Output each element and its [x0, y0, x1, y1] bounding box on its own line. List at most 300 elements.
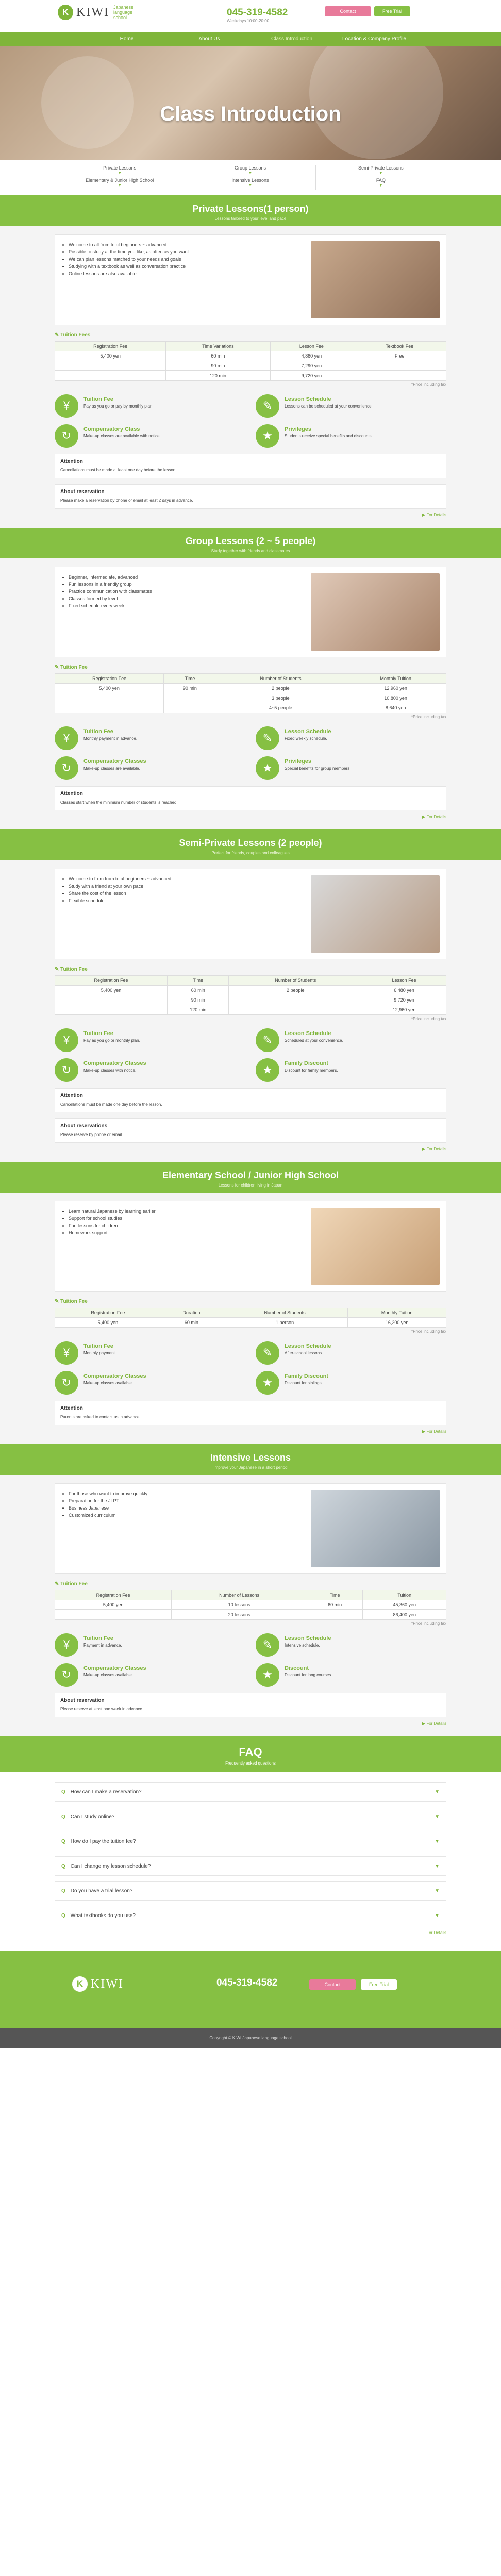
- chevron-right-icon: ▶: [422, 815, 427, 819]
- feature-icon: ✎: [256, 394, 279, 418]
- intro-item: • Fun lessons for children: [69, 1222, 295, 1229]
- section-band: [0, 1162, 501, 1193]
- table-row: [55, 995, 446, 1005]
- tuition-label: [55, 1581, 446, 1587]
- table-header: Time: [164, 674, 216, 684]
- faq-question: How can I make a reservation?: [70, 1789, 142, 1795]
- table-row: [55, 371, 446, 381]
- table-header-row: [55, 1590, 446, 1600]
- attention-text: Parents are asked to contact us in advance.: [60, 1415, 141, 1419]
- table-cell: 1 person: [222, 1318, 347, 1328]
- table-cell: 90 min: [164, 684, 216, 693]
- tuition-label: [55, 967, 446, 972]
- details-link-text: For Details: [426, 1429, 446, 1434]
- reservation-title: About reservation: [60, 489, 105, 495]
- section-intro: [55, 1483, 446, 1574]
- feature-text: Discount for family members.: [285, 1068, 338, 1073]
- feature-grid: [55, 1028, 446, 1082]
- table-row: [55, 986, 446, 995]
- feature-icon: ✎: [256, 1633, 279, 1657]
- tuition-label-text: Tuition Fee: [60, 967, 88, 972]
- attention-box: [55, 454, 446, 478]
- intro-list: [61, 573, 295, 651]
- table-cell: 4~5 people: [216, 703, 345, 713]
- table-cell: [307, 1610, 363, 1620]
- table-cell: 16,200 yen: [348, 1318, 446, 1328]
- reservation-text: Please reserve by phone or email.: [60, 1132, 123, 1137]
- faq-list: [0, 1772, 501, 1940]
- feature-text: Monthly payment in advance.: [84, 736, 138, 741]
- attention-title: Attention: [60, 1093, 83, 1098]
- intro-item: • Customized curriculum: [69, 1512, 295, 1519]
- feature-icon: ★: [256, 1058, 279, 1082]
- table-cell: [164, 693, 216, 703]
- intro-item: • For those who want to improve quickly: [69, 1490, 295, 1497]
- table-header-row: [55, 674, 446, 684]
- table-cell: 60 min: [168, 986, 229, 995]
- table-row: [55, 684, 446, 693]
- intro-item: • Classes formed by level: [69, 595, 295, 602]
- reservation-title: About reservation: [60, 1698, 105, 1703]
- question-mark-icon: Q: [61, 1863, 65, 1869]
- feature-item: [256, 1058, 446, 1082]
- table-header: Registration Fee: [55, 342, 166, 351]
- question-mark-icon: Q: [61, 1814, 65, 1820]
- feature-title: Tuition Fee: [84, 1635, 113, 1641]
- nav-class-introduction[interactable]: Class Introduction: [271, 36, 313, 42]
- table-cell: 5,400 yen: [55, 351, 166, 361]
- table-cell: 5,400 yen: [55, 1318, 161, 1328]
- table-row: [55, 693, 446, 703]
- trial-button[interactable]: Free Trial: [374, 6, 410, 16]
- faq-item[interactable]: [55, 1856, 446, 1876]
- feature-item: [55, 1633, 245, 1657]
- feature-item: [256, 1663, 446, 1687]
- footer-trial-button[interactable]: Free Trial: [361, 1979, 397, 1990]
- pencil-icon: ✎: [55, 967, 61, 972]
- feature-text: Make-up classes are available.: [84, 766, 140, 771]
- attention-text: Cancellations must be made one day before the lesson.: [60, 1102, 162, 1107]
- table-header: Time Variations: [166, 342, 270, 351]
- feature-title: Tuition Fee: [84, 1030, 113, 1037]
- details-link[interactable]: [55, 1721, 446, 1726]
- chevron-down-icon: ▼: [118, 183, 122, 188]
- details-link[interactable]: [55, 1147, 446, 1151]
- faq-item[interactable]: [55, 1807, 446, 1826]
- section-title: Elementary School / Junior High School: [162, 1170, 339, 1180]
- reservation-text: Please make a reservation by phone or email at least 2 days in advance.: [60, 498, 193, 503]
- feature-text: Students receive special benefits and discounts.: [285, 434, 373, 438]
- section-photo: [311, 875, 440, 953]
- anchor-label: FAQ: [376, 178, 386, 183]
- chevron-down-icon: ▼: [435, 1888, 440, 1894]
- feature-text: Payment in advance.: [84, 1643, 122, 1648]
- reservation-box: [55, 1693, 446, 1717]
- section-intro: [55, 234, 446, 325]
- chevron-down-icon: ▼: [435, 1814, 440, 1820]
- feature-icon: ★: [256, 1371, 279, 1395]
- feature-title: Tuition Fee: [84, 728, 113, 735]
- feature-item: [55, 424, 245, 448]
- table-note: *Price including tax: [411, 715, 446, 719]
- feature-title: Privileges: [285, 426, 311, 432]
- table-header: Lesson Fee: [270, 342, 353, 351]
- table-header: Duration: [161, 1308, 222, 1318]
- table-cell: 60 min: [166, 351, 270, 361]
- table-cell: 5,400 yen: [55, 684, 164, 693]
- anchor-label: Elementary & Junior High School: [86, 178, 154, 183]
- tuition-label: [55, 665, 446, 670]
- tuition-table: [55, 1308, 446, 1328]
- section-title: Private Lessons(1 person): [192, 204, 309, 214]
- feature-icon: ↻: [55, 1663, 78, 1687]
- intro-item: • Support for school studies: [69, 1215, 295, 1222]
- chevron-down-icon: ▼: [378, 183, 383, 188]
- intro-list: [61, 1490, 295, 1567]
- table-header: Textbook Fee: [353, 342, 446, 351]
- feature-title: Lesson Schedule: [285, 1030, 331, 1037]
- table-header: Number of Students: [229, 976, 362, 986]
- feature-icon: ¥: [55, 1341, 78, 1365]
- chevron-right-icon: ▶: [422, 1429, 427, 1434]
- feature-grid: [55, 726, 446, 780]
- section-title: Group Lessons (2 ~ 5 people): [185, 536, 316, 546]
- feature-title: Compensatory Classes: [84, 758, 146, 765]
- table-row: [55, 1005, 446, 1015]
- section-body: [0, 226, 501, 528]
- chevron-down-icon: ▼: [248, 183, 253, 188]
- faq-question: Can I change my lesson schedule?: [70, 1863, 151, 1869]
- anchor-label: Semi-Private Lessons: [358, 165, 404, 171]
- section-band: [0, 528, 501, 558]
- table-cell: 7,290 yen: [270, 361, 353, 371]
- anchor-intensive[interactable]: [185, 178, 315, 190]
- section-body: [0, 1475, 501, 1736]
- pencil-icon: ✎: [55, 665, 61, 670]
- feature-icon: ¥: [55, 1028, 78, 1052]
- footer: [0, 1951, 501, 2028]
- table-header: Time: [168, 976, 229, 986]
- table-cell: [55, 693, 164, 703]
- feature-text: Make-up classes available.: [84, 1673, 133, 1677]
- table-row: [55, 1610, 446, 1620]
- feature-text: Discount for long courses.: [285, 1673, 332, 1677]
- table-header: Number of Students: [216, 674, 345, 684]
- feature-icon: ✎: [256, 1028, 279, 1052]
- logo-mark: K: [72, 1976, 88, 1992]
- faq-item[interactable]: [55, 1782, 446, 1802]
- main-nav: [0, 32, 501, 46]
- table-row: [55, 1318, 446, 1328]
- tuition-label-text: Tuition Fee: [60, 1299, 88, 1304]
- nav-location[interactable]: Location & Company Profile: [342, 36, 406, 42]
- table-cell: 10,800 yen: [345, 693, 446, 703]
- feature-title: Family Discount: [285, 1373, 328, 1379]
- feature-title: Tuition Fee: [84, 396, 113, 402]
- section-body: [0, 558, 501, 829]
- feature-item: [256, 756, 446, 780]
- faq-question: Can I study online?: [70, 1814, 115, 1820]
- table-header: Monthly Tuition: [345, 674, 446, 684]
- table-cell: [229, 1005, 362, 1015]
- table-cell: [55, 995, 168, 1005]
- chevron-down-icon: ▼: [435, 1838, 440, 1844]
- feature-icon: ★: [256, 756, 279, 780]
- feature-text: Make-up classes available.: [84, 1381, 133, 1385]
- anchor-group[interactable]: [185, 165, 315, 178]
- feature-item: [55, 726, 245, 750]
- chevron-right-icon: ▶: [422, 1147, 427, 1151]
- table-cell: 4,860 yen: [270, 351, 353, 361]
- table-header-row: [55, 1308, 446, 1318]
- footer-phone[interactable]: 045-319-4582: [216, 1977, 278, 1988]
- table-cell: Free: [353, 351, 446, 361]
- table-cell: 8,640 yen: [345, 703, 446, 713]
- logo-sub: Japanese language school: [113, 5, 134, 20]
- intro-list: [61, 1208, 295, 1285]
- table-header: Lesson Fee: [362, 976, 446, 986]
- anchor-faq[interactable]: [316, 178, 446, 190]
- feature-icon: ↻: [55, 424, 78, 448]
- details-link-text: For Details: [426, 815, 446, 819]
- anchor-label: Private Lessons: [103, 165, 137, 171]
- feature-item: [256, 726, 446, 750]
- feature-text: Monthly payment.: [84, 1351, 116, 1355]
- intro-item: • Welcome to from from total beginners ~ advanced: [69, 875, 295, 883]
- table-header: Registration Fee: [55, 674, 164, 684]
- feature-grid: [55, 1633, 446, 1687]
- table-cell: [55, 371, 166, 381]
- reservation-title: About reservations: [60, 1123, 108, 1129]
- footer-logo[interactable]: [72, 1976, 124, 1992]
- footer-contact-button[interactable]: Contact: [309, 1979, 356, 1990]
- feature-item: [55, 1058, 245, 1082]
- section-body: [0, 860, 501, 1162]
- nav-home[interactable]: Home: [120, 36, 134, 42]
- intro-item: • Flexible schedule: [69, 897, 295, 904]
- table-cell: 60 min: [307, 1600, 363, 1610]
- tuition-table: [55, 975, 446, 1015]
- anchor-semi-private[interactable]: [316, 165, 446, 178]
- table-note: *Price including tax: [411, 1621, 446, 1626]
- table-cell: 5,400 yen: [55, 1600, 172, 1610]
- tuition-table: [55, 673, 446, 713]
- nav-about[interactable]: About Us: [198, 36, 220, 42]
- table-row: [55, 361, 446, 371]
- feature-text: Pay as you go or monthly plan.: [84, 1038, 140, 1043]
- feature-text: Intensive schedule.: [285, 1643, 320, 1648]
- table-cell: 86,400 yen: [363, 1610, 446, 1620]
- table-cell: [229, 995, 362, 1005]
- faq-band: [0, 1736, 501, 1772]
- feature-icon: ¥: [55, 726, 78, 750]
- chevron-down-icon: ▼: [435, 1863, 440, 1869]
- feature-text: Make-up classes with notice.: [84, 1068, 137, 1073]
- intro-item: • Fixed schedule every week: [69, 602, 295, 609]
- table-header: Registration Fee: [55, 976, 168, 986]
- logo-text: KIWI: [91, 1977, 124, 1991]
- feature-item: [256, 1341, 446, 1365]
- table-cell: 12,960 yen: [345, 684, 446, 693]
- feature-icon: ✎: [256, 726, 279, 750]
- table-header: Registration Fee: [55, 1308, 161, 1318]
- feature-text: Scheduled at your convenience.: [285, 1038, 343, 1043]
- anchor-private[interactable]: [55, 165, 185, 178]
- pencil-icon: ✎: [55, 1299, 61, 1304]
- intro-item: • Fun lessons in a friendly group: [69, 581, 295, 588]
- feature-icon: ¥: [55, 1633, 78, 1657]
- table-cell: 45,360 yen: [363, 1600, 446, 1610]
- question-mark-icon: Q: [61, 1838, 65, 1844]
- tuition-label-text: Tuition Fees: [60, 332, 91, 338]
- table-cell: 2 people: [216, 684, 345, 693]
- section-intro: [55, 1201, 446, 1292]
- table-cell: 90 min: [166, 361, 270, 371]
- feature-item: [55, 1663, 245, 1687]
- feature-icon: ↻: [55, 1371, 78, 1395]
- question-mark-icon: Q: [61, 1912, 65, 1919]
- chevron-down-icon: ▼: [378, 171, 383, 175]
- table-cell: 6,480 yen: [362, 986, 446, 995]
- feature-text: After-school lessons.: [285, 1351, 323, 1355]
- table-header: Tuition: [363, 1590, 446, 1600]
- section-photo: [311, 1490, 440, 1567]
- feature-item: [256, 1633, 446, 1657]
- header: [0, 0, 501, 32]
- table-header: Monthly Tuition: [348, 1308, 446, 1318]
- table-cell: 60 min: [161, 1318, 222, 1328]
- section-subtitle: Lessons tailored to your level and pace: [214, 216, 287, 221]
- intro-item: • Online lessons are also available: [69, 270, 295, 277]
- faq-items: [55, 1782, 446, 1925]
- table-cell: [55, 1005, 168, 1015]
- feature-icon: ★: [256, 1663, 279, 1687]
- tuition-table: [55, 1590, 446, 1620]
- reservation-box: [55, 484, 446, 509]
- feature-title: Compensatory Classes: [84, 1060, 146, 1066]
- chevron-down-icon: ▼: [248, 171, 253, 175]
- feature-item: [55, 1371, 245, 1395]
- class-sections: [0, 195, 501, 1736]
- table-cell: 20 lessons: [172, 1610, 307, 1620]
- table-cell: 2 people: [229, 986, 362, 995]
- intro-item: • Welcome to all from total beginners ~ advanced: [69, 241, 295, 248]
- section-subtitle: Improve your Japanese in a short period: [213, 1465, 288, 1470]
- feature-title: Lesson Schedule: [285, 1635, 331, 1641]
- table-header: Number of Students: [222, 1308, 347, 1318]
- anchor-label: Intensive Lessons: [231, 178, 269, 183]
- faq-subtitle: Frequently asked questions: [225, 1761, 276, 1766]
- table-cell: 9,720 yen: [362, 995, 446, 1005]
- chevron-right-icon: ▶: [422, 1721, 427, 1726]
- feature-text: Discount for siblings.: [285, 1381, 323, 1385]
- feature-item: [256, 394, 446, 418]
- attention-text: Classes start when the minimum number of students is reached.: [60, 800, 178, 805]
- intro-item: • Practice communication with classmates: [69, 588, 295, 595]
- feature-icon: ↻: [55, 756, 78, 780]
- table-cell: [353, 371, 446, 381]
- section-title: Intensive Lessons: [210, 1452, 291, 1463]
- feature-grid: [55, 394, 446, 448]
- feature-title: Tuition Fee: [84, 1343, 113, 1349]
- feature-item: [256, 1371, 446, 1395]
- table-row: [55, 1600, 446, 1610]
- table-header-row: [55, 342, 446, 351]
- table-note: *Price including tax: [411, 1016, 446, 1021]
- anchor-label: Group Lessons: [234, 165, 266, 171]
- chevron-down-icon: ▼: [435, 1789, 440, 1795]
- section-band: [0, 195, 501, 226]
- question-mark-icon: Q: [61, 1789, 65, 1795]
- chevron-right-icon: ▶: [422, 513, 427, 517]
- table-cell: 5,400 yen: [55, 986, 168, 995]
- table-cell: [55, 1610, 172, 1620]
- intro-item: • Preparation for the JLPT: [69, 1497, 295, 1504]
- details-link[interactable]: [55, 1429, 446, 1434]
- details-link-text: For Details: [426, 1147, 446, 1151]
- section-subtitle: Perfect for friends, couples and colleagues: [211, 851, 290, 855]
- feature-text: Make-up classes are available with notice.: [84, 434, 161, 438]
- table-cell: 90 min: [168, 995, 229, 1005]
- contact-button[interactable]: Contact: [325, 6, 371, 16]
- reservation-text: Please reserve at least one week in advance.: [60, 1707, 143, 1711]
- section-subtitle: Lessons for children living in Japan: [218, 1183, 283, 1188]
- table-header: Time: [307, 1590, 363, 1600]
- phone-hours: Weekdays 10:00-20:00: [227, 19, 270, 23]
- pencil-icon: ✎: [55, 332, 61, 338]
- logo[interactable]: [58, 5, 144, 20]
- faq-question: How do I pay the tuition fee?: [70, 1838, 136, 1844]
- feature-item: [55, 1028, 245, 1052]
- feature-icon: ↻: [55, 1058, 78, 1082]
- tuition-table: [55, 341, 446, 381]
- feature-text: Pay as you go or pay by monthly plan.: [84, 404, 154, 409]
- details-link[interactable]: [55, 815, 446, 819]
- attention-box: [55, 1401, 446, 1425]
- pencil-icon: ✎: [55, 1581, 61, 1587]
- intro-list: [61, 875, 295, 953]
- feature-icon: ¥: [55, 394, 78, 418]
- faq-item[interactable]: [55, 1906, 446, 1925]
- feature-item: [55, 1341, 245, 1365]
- section-body: [0, 1193, 501, 1444]
- tuition-label-text: Tuition Fee: [60, 1581, 88, 1587]
- details-link-text: For Details: [426, 513, 446, 517]
- table-cell: 3 people: [216, 693, 345, 703]
- table-cell: 12,960 yen: [362, 1005, 446, 1015]
- logo-mark: K: [58, 5, 73, 20]
- feature-item: [55, 394, 245, 418]
- faq-item[interactable]: [55, 1881, 446, 1901]
- attention-title: Attention: [60, 1405, 83, 1411]
- section-photo: [311, 241, 440, 318]
- faq-more-link[interactable]: For Details: [426, 1930, 446, 1935]
- details-link[interactable]: [55, 513, 446, 517]
- faq-item[interactable]: [55, 1832, 446, 1851]
- logo-text: KIWI: [76, 5, 109, 19]
- intro-item: • Beginner, intermediate, advanced: [69, 573, 295, 581]
- feature-title: Compensatory Class: [84, 426, 140, 432]
- feature-text: Fixed weekly schedule.: [285, 736, 327, 741]
- attention-title: Attention: [60, 459, 83, 464]
- phone-number[interactable]: 045-319-4582: [227, 7, 288, 18]
- table-cell: 120 min: [166, 371, 270, 381]
- table-note: *Price including tax: [411, 382, 446, 387]
- feature-title: Compensatory Classes: [84, 1665, 146, 1671]
- hero-banner: [0, 46, 501, 160]
- reservation-box: [55, 1118, 446, 1143]
- anchor-elementary[interactable]: [55, 178, 185, 190]
